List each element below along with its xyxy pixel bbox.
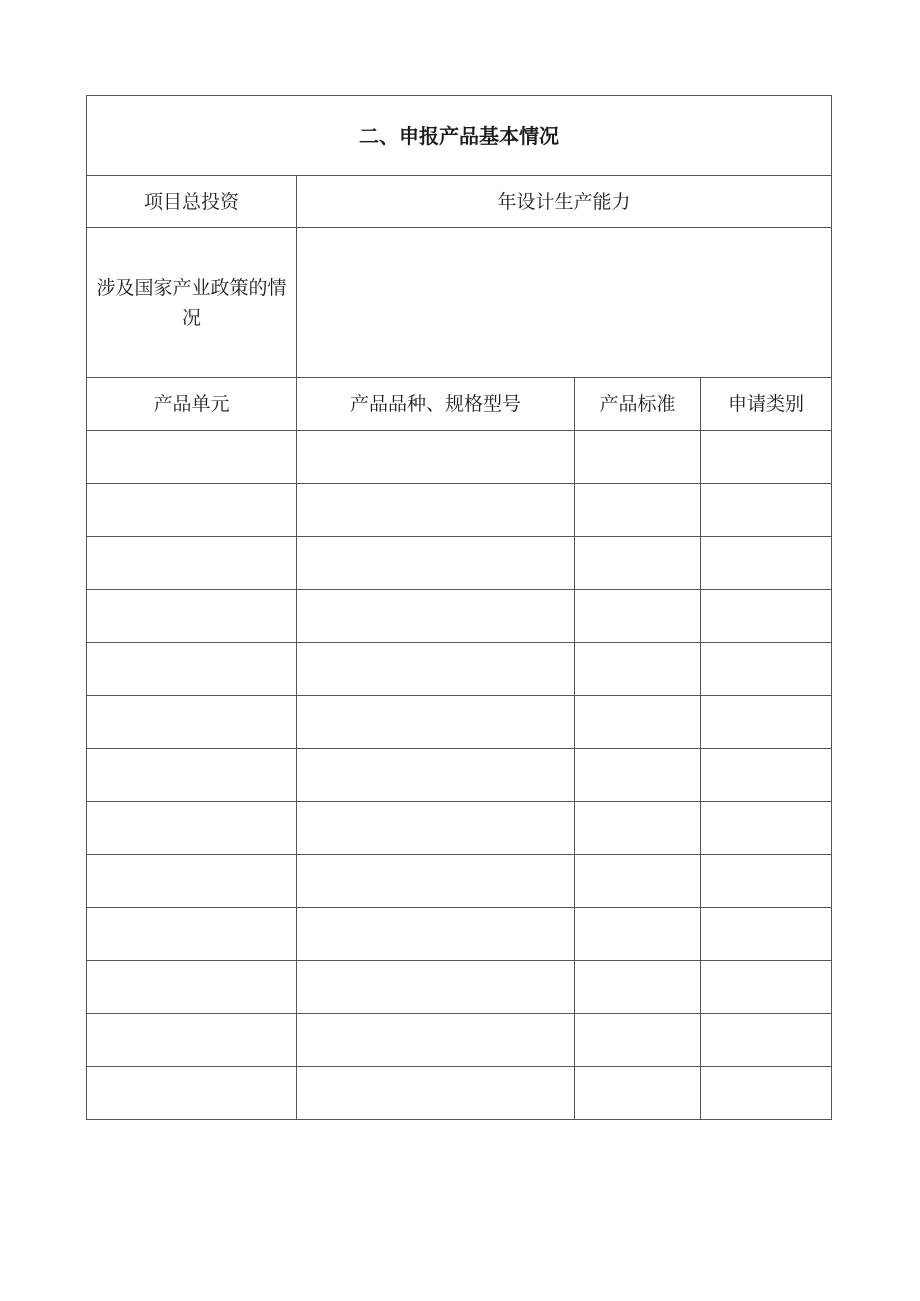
application-category-cell[interactable]	[701, 908, 832, 961]
industry-policy-field[interactable]	[297, 228, 832, 378]
product-variety-spec-cell[interactable]	[297, 802, 575, 855]
application-category-cell[interactable]	[701, 590, 832, 643]
application-category-cell[interactable]	[701, 1067, 832, 1120]
product-variety-spec-cell[interactable]	[297, 431, 575, 484]
table-row	[87, 1067, 832, 1120]
product-variety-spec-cell[interactable]	[297, 590, 575, 643]
product-standard-cell[interactable]	[575, 484, 701, 537]
product-unit-cell[interactable]	[87, 484, 297, 537]
product-unit-cell[interactable]	[87, 1067, 297, 1120]
product-variety-spec-cell[interactable]	[297, 908, 575, 961]
product-variety-spec-cell[interactable]	[297, 855, 575, 908]
form-title: 二、申报产品基本情况	[87, 96, 832, 176]
application-category-cell[interactable]	[701, 537, 832, 590]
product-variety-spec-cell[interactable]	[297, 1014, 575, 1067]
product-standard-cell[interactable]	[575, 643, 701, 696]
product-unit-cell[interactable]	[87, 961, 297, 1014]
application-category-cell[interactable]	[701, 484, 832, 537]
product-variety-spec-cell[interactable]	[297, 484, 575, 537]
product-variety-spec-cell[interactable]	[297, 643, 575, 696]
application-category-cell[interactable]	[701, 855, 832, 908]
product-standard-cell[interactable]	[575, 1067, 701, 1120]
product-unit-cell[interactable]	[87, 431, 297, 484]
product-variety-spec-cell[interactable]	[297, 961, 575, 1014]
application-category-cell[interactable]	[701, 431, 832, 484]
product-standard-cell[interactable]	[575, 1014, 701, 1067]
product-unit-cell[interactable]	[87, 855, 297, 908]
product-variety-spec-cell[interactable]	[297, 1067, 575, 1120]
product-standard-cell[interactable]	[575, 855, 701, 908]
application-category-cell[interactable]	[701, 749, 832, 802]
application-category-cell[interactable]	[701, 1014, 832, 1067]
table-row	[87, 961, 832, 1014]
product-unit-cell[interactable]	[87, 749, 297, 802]
product-unit-cell[interactable]	[87, 1014, 297, 1067]
product-unit-header: 产品单元	[87, 378, 297, 431]
table-row	[87, 855, 832, 908]
product-standard-cell[interactable]	[575, 961, 701, 1014]
product-variety-spec-header: 产品品种、规格型号	[297, 378, 575, 431]
table-row	[87, 643, 832, 696]
product-unit-cell[interactable]	[87, 537, 297, 590]
product-standard-cell[interactable]	[575, 537, 701, 590]
product-standard-cell[interactable]	[575, 749, 701, 802]
product-standard-cell[interactable]	[575, 908, 701, 961]
product-standard-header: 产品标准	[575, 378, 701, 431]
product-standard-cell[interactable]	[575, 802, 701, 855]
product-variety-spec-cell[interactable]	[297, 537, 575, 590]
form-title-row	[87, 96, 832, 176]
product-unit-cell[interactable]	[87, 802, 297, 855]
table-row	[87, 749, 832, 802]
product-variety-spec-cell[interactable]	[297, 749, 575, 802]
annual-capacity-label: 年设计生产能力	[297, 176, 832, 228]
table-row	[87, 802, 832, 855]
industry-policy-row	[87, 228, 832, 378]
application-category-cell[interactable]	[701, 696, 832, 749]
product-standard-cell[interactable]	[575, 590, 701, 643]
table-row	[87, 696, 832, 749]
application-category-cell[interactable]	[701, 643, 832, 696]
investment-capacity-row	[87, 176, 832, 228]
application-category-cell[interactable]	[701, 961, 832, 1014]
product-standard-cell[interactable]	[575, 431, 701, 484]
table-row	[87, 590, 832, 643]
product-unit-cell[interactable]	[87, 908, 297, 961]
table-row	[87, 1014, 832, 1067]
product-unit-cell[interactable]	[87, 590, 297, 643]
product-unit-cell[interactable]	[87, 696, 297, 749]
product-unit-cell[interactable]	[87, 643, 297, 696]
application-category-cell[interactable]	[701, 802, 832, 855]
table-row	[87, 908, 832, 961]
table-row	[87, 537, 832, 590]
product-variety-spec-cell[interactable]	[297, 696, 575, 749]
table-row	[87, 484, 832, 537]
application-category-header: 申请类别	[701, 378, 832, 431]
product-standard-cell[interactable]	[575, 696, 701, 749]
product-table-header-row	[87, 378, 832, 431]
total-investment-label: 项目总投资	[87, 176, 297, 228]
industry-policy-label: 涉及国家产业政策的情况	[87, 228, 297, 378]
product-application-form	[86, 95, 832, 1120]
table-row	[87, 431, 832, 484]
